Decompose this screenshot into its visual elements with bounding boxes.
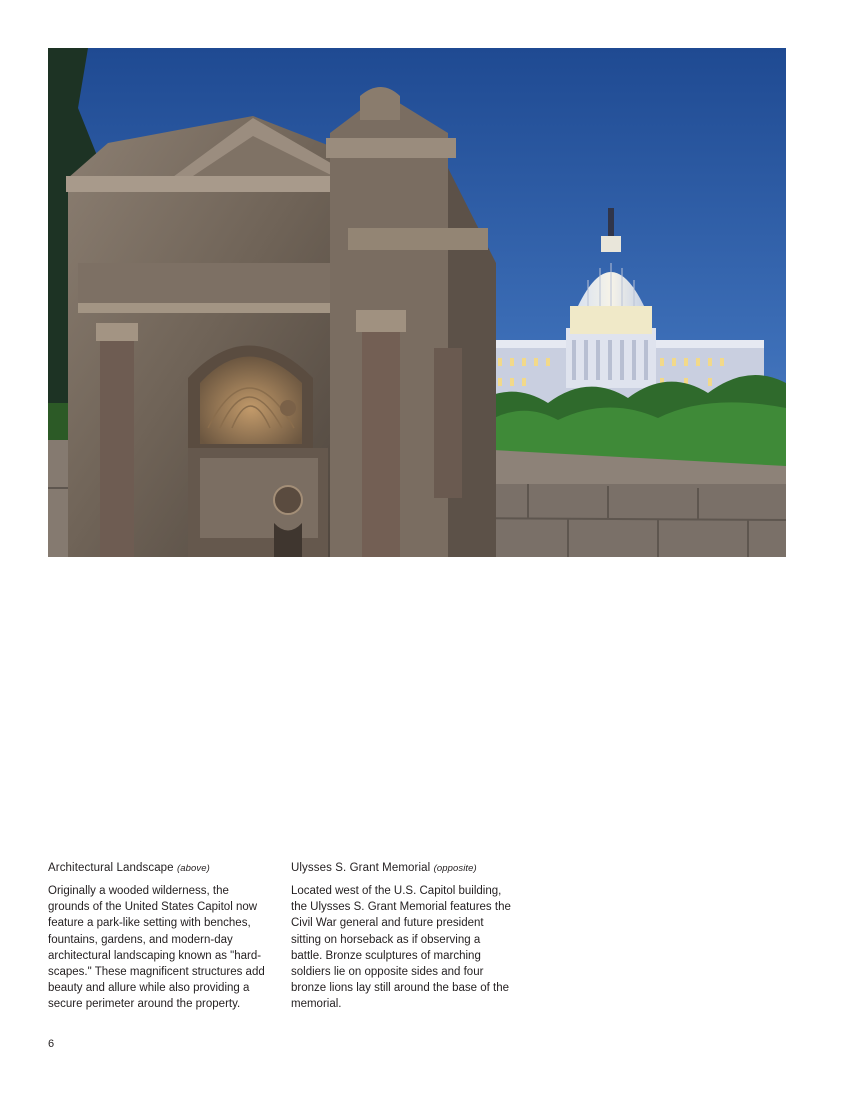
caption-heading: [48, 860, 270, 877]
caption-note: (above): [176, 863, 210, 874]
caption-title: Architectural Landscape: [48, 862, 174, 874]
caption-heading: [291, 860, 513, 877]
caption-note: (opposite): [433, 863, 477, 874]
caption-architectural-landscape: [48, 860, 270, 1013]
caption-title: Ulysses S. Grant Memorial: [291, 862, 431, 874]
page-number: 6: [48, 1038, 55, 1050]
caption-body: Located west of the U.S. Capitol building, the Ulysses S. Grant Memorial features the Civil War general and future president sitting on horseback as if observing a battle. Bronze sculptures of marching soldiers lie on opposite sides and four bronze lions lay still around the base of the memorial.: [291, 885, 511, 1011]
caption-body: Originally a wooded wilderness, the grounds of the United States Capitol now feature a park-like setting with benches, fountains, gardens, and modern-day architectural landscaping known as "hard-scapes." These magnificent structures add beauty and allure while also providing a secure perimeter around the property.: [48, 885, 265, 1011]
capitol-fountain-photo: [48, 48, 786, 557]
caption-grant-memorial: [291, 860, 513, 1013]
